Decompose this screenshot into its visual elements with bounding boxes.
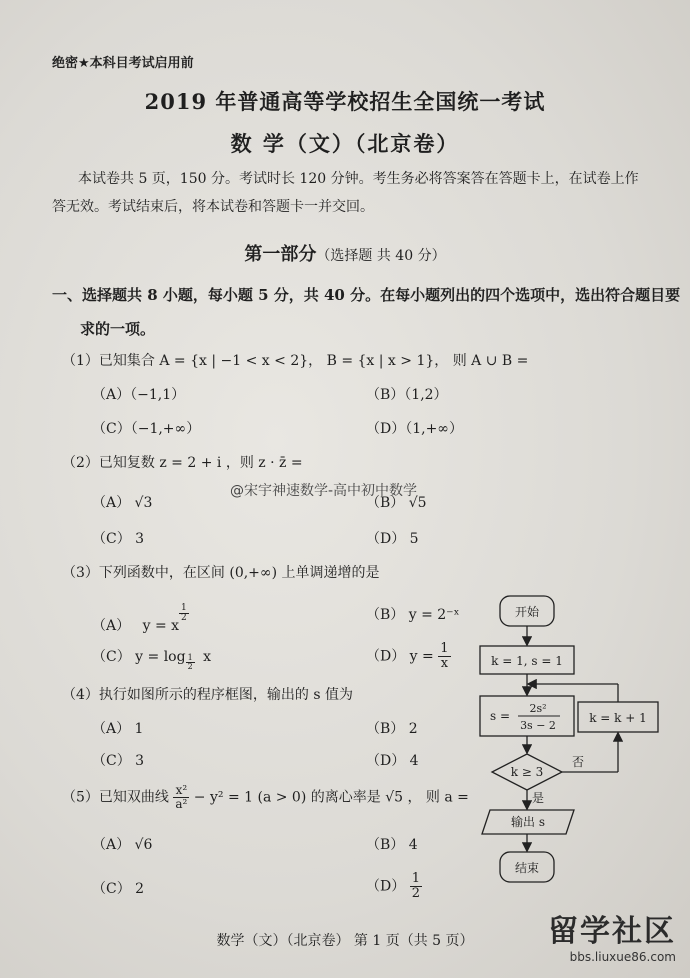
flow-increment-text: k = k + 1: [589, 711, 647, 725]
q5-stem-end: − y² = 1 (a > 0) 的离心率是 √5 ， 则 a =: [193, 789, 469, 806]
q5-option-d-label: （D）: [366, 878, 406, 895]
page-footer: 数学（文）（北京卷） 第 1 页（共 5 页）: [216, 933, 474, 949]
q1-option-a: （A）（−1,1）: [92, 387, 186, 403]
q3-option-d-label: （D） y =: [366, 648, 434, 665]
q5-option-d-frac: [410, 872, 422, 901]
q5-option-a: （A） √6: [92, 837, 153, 853]
question-4-stem: （4）执行如图所示的程序框图，输出的 s 值为: [62, 687, 353, 703]
q4-option-c: （C） 3: [92, 753, 145, 769]
q3-option-c-label: （C） y = log: [92, 649, 186, 665]
q4-option-d: （D） 4: [366, 753, 419, 769]
q3-option-b: （B） y = 2⁻ˣ: [366, 607, 460, 623]
brand-name: 留学社区: [548, 914, 676, 949]
watermark: @宋宇神速数学-高中初中数学: [230, 483, 418, 499]
q3-option-a-expr: y = x: [142, 618, 180, 634]
q5-frac-den: a²: [175, 797, 188, 811]
q5d-num: 1: [411, 871, 420, 886]
q5-option-b: （B） 4: [366, 837, 418, 853]
site-brand-logo: [548, 906, 676, 964]
exp-den: 2: [181, 613, 187, 623]
question-1-stem: （1）已知集合 A = {x | −1 < x < 2}， B = {x | x > 1}， 则 A ∪ B =: [62, 353, 529, 369]
flow-assign-num: 2s²: [529, 702, 547, 715]
q2-option-b: （B） √5: [366, 495, 427, 511]
q5-frac-num: x²: [173, 784, 189, 798]
q1-option-d: （D）（1,+∞）: [366, 421, 463, 437]
q3-option-c: [92, 646, 211, 671]
question-5-stem: [62, 784, 469, 811]
q2-option-c: （C） 3: [92, 531, 145, 547]
q5-fraction: [173, 784, 189, 811]
brand-url: bbs.liuxue86.com: [569, 950, 676, 964]
exam-title: 2019 年普通高等学校招生全国统一考试: [144, 89, 546, 114]
q3-option-a-label: （A）: [92, 618, 131, 634]
flow-no-label: 否: [571, 755, 585, 769]
section-instructions-2: 求的一项。: [80, 320, 156, 338]
flow-end-text: 结束: [514, 861, 540, 875]
flow-start-text: 开始: [514, 605, 540, 619]
part-heading: [0, 240, 690, 266]
q2-option-d: （D） 5: [366, 531, 419, 547]
flow-init-text: k = 1, s = 1: [491, 654, 563, 668]
confidential-mark: 绝密★本科目考试启用前: [52, 56, 194, 71]
q3-option-d-frac: [438, 642, 450, 671]
frac-num: 1: [440, 641, 449, 656]
intro-line-2: 答无效。考试结束后，将本试卷和答题卡一并交回。: [52, 199, 374, 215]
flow-condition-text: k ≥ 3: [510, 765, 544, 779]
q2-option-a: （A） √3: [92, 495, 153, 511]
q5d-den: 2: [411, 886, 420, 901]
flow-assign-den: 3s − 2: [520, 719, 556, 732]
frac-den: x: [440, 656, 449, 671]
part-note: （选择题 共 40 分）: [316, 248, 446, 264]
question-2-stem: （2）已知复数 z = 2 + i ，则 z · z̄ =: [62, 455, 303, 471]
q5-stem-start: （5）已知双曲线: [62, 789, 169, 806]
q3-option-d: [366, 642, 451, 671]
program-flowchart: [470, 590, 670, 890]
q3-option-a: [92, 604, 189, 635]
q3-option-a-exponent: [179, 604, 189, 623]
base-den: 2: [187, 662, 193, 671]
q5-option-d: [366, 872, 422, 901]
flow-yes-label: 是: [531, 791, 545, 805]
q1-option-c: （C）（−1,+∞）: [92, 421, 201, 437]
exam-subtitle: 数 学（文）（北京卷）: [230, 131, 460, 156]
q4-option-a: （A） 1: [92, 721, 144, 737]
q3-log-base: [186, 654, 195, 671]
section-instructions-1: 一、选择题共 8 小题，每小题 5 分，共 40 分。在每小题列出的四个选项中，选出符合题目要: [52, 286, 681, 304]
part-title: 第一部分: [244, 244, 317, 265]
question-3-stem: （3）下列函数中，在区间 (0,+∞) 上单调递增的是: [62, 565, 380, 581]
flow-assign-lhs: s =: [489, 709, 511, 723]
base-num: 1: [187, 653, 193, 662]
q4-option-b: （B） 2: [366, 721, 418, 737]
intro-line-1: 本试卷共 5 页，150 分。考试时长 120 分钟。考生务必将答案答在答题卡上，在试卷上作: [78, 171, 639, 187]
q3-option-c-x: x: [203, 649, 212, 665]
q1-option-b: （B）（1,2）: [366, 387, 448, 403]
exp-num: 1: [181, 603, 187, 613]
q5-option-c: （C） 2: [92, 881, 145, 897]
flow-output-text: 输出 s: [511, 815, 545, 829]
